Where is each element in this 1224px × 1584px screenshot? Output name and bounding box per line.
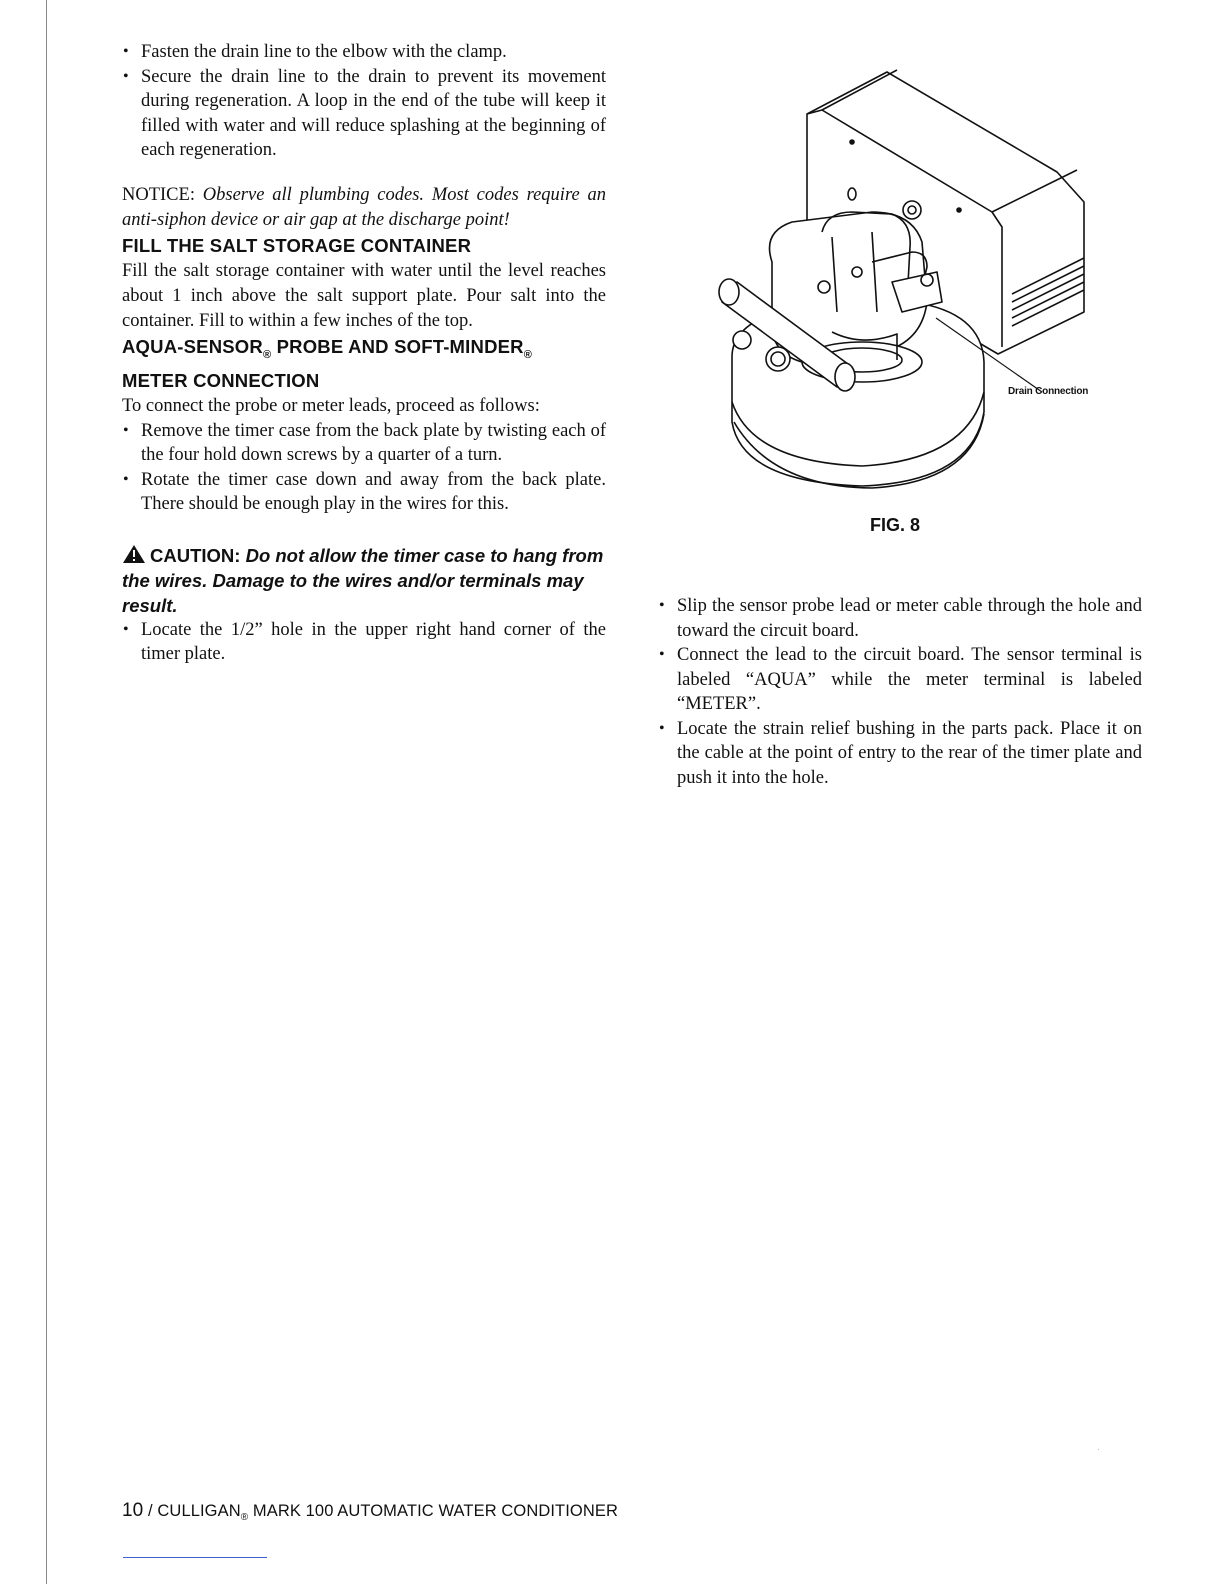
footer-separator: / [143, 1502, 158, 1520]
aqua-intro-paragraph: To connect the probe or meter leads, proceed as follows: [122, 395, 540, 416]
hole-bullet-list [122, 618, 606, 667]
list-item: • Locate the strain relief bushing in the parts pack. Place it on the cable at the point of entry to the rear of the timer plate and push it into the hole. [658, 717, 1142, 791]
list-item: • Rotate the timer case down and away from the back plate. There should be enough play in the wires for this. [122, 468, 606, 517]
registered-mark: ® [523, 348, 533, 361]
warning-triangle-icon [122, 544, 146, 564]
heading-text: PROBE AND SOFT-MINDER [271, 335, 524, 357]
notice-paragraph [122, 183, 606, 233]
footer-brand: CULLIGAN [157, 1502, 241, 1520]
scan-speck [1098, 1449, 1099, 1450]
heading-text: AQUA-SENSOR [122, 335, 263, 357]
list-item: • Connect the lead to the circuit board. The sensor terminal is labeled “AQUA” while the meter terminal is labeled “METER”. [658, 643, 1142, 717]
page-number: 10 [122, 1500, 144, 1521]
drain-connection-callout: Drain Connection [1008, 386, 1089, 397]
registered-mark: ® [240, 1512, 249, 1523]
registered-mark: ® [262, 348, 272, 361]
list-item: • Secure the drain line to the drain to prevent its movement during regeneration. A loop in the end of the tube will keep it filled with water and will reduce splashing at the beginning of each regeneration. [122, 65, 606, 163]
drain-bullet-list [122, 40, 606, 163]
footer-rule [123, 1557, 267, 1558]
fill-salt-heading: FILL THE SALT STORAGE CONTAINER [122, 234, 472, 256]
aqua-sensor-heading [122, 334, 606, 394]
notice-label: NOTICE: [122, 184, 195, 205]
page-footer [122, 1500, 618, 1523]
caution-block [122, 543, 606, 618]
left-column [122, 40, 606, 667]
fill-salt-paragraph: Fill the salt storage container with water until the level reaches about 1 inch above the salt support plate. Pour salt into the container. Fill to within a few inches of the top. [122, 260, 606, 331]
caution-label: CAUTION: [150, 544, 241, 566]
notice-text: Observe all plumbing codes. Most codes require an anti-siphon device or air gap at the discharge point! [122, 184, 606, 230]
aqua-bullet-list [122, 419, 606, 517]
list-item: • Remove the timer case from the back plate by twisting each of the four hold down screws by a quarter of a turn. [122, 419, 606, 468]
water-conditioner-illustration [712, 62, 1112, 492]
footer-title: MARK 100 AUTOMATIC WATER CONDITIONER [248, 1502, 618, 1520]
right-column [658, 594, 1142, 790]
connection-bullet-list [658, 594, 1142, 790]
caution-text: Do not allow the timer case to hang from the wires. Damage to the wires and/or terminals may result. [122, 544, 604, 616]
list-item: • Fasten the drain line to the elbow with the clamp. [122, 40, 606, 65]
page-margin-rule [46, 0, 47, 1584]
figure-caption: FIG. 8 [870, 515, 921, 535]
heading-text: METER CONNECTION [122, 369, 320, 391]
list-item: • Locate the 1/2” hole in the upper right hand corner of the timer plate. [122, 618, 606, 667]
list-item: • Slip the sensor probe lead or meter cable through the hole and toward the circuit board. [658, 594, 1142, 643]
